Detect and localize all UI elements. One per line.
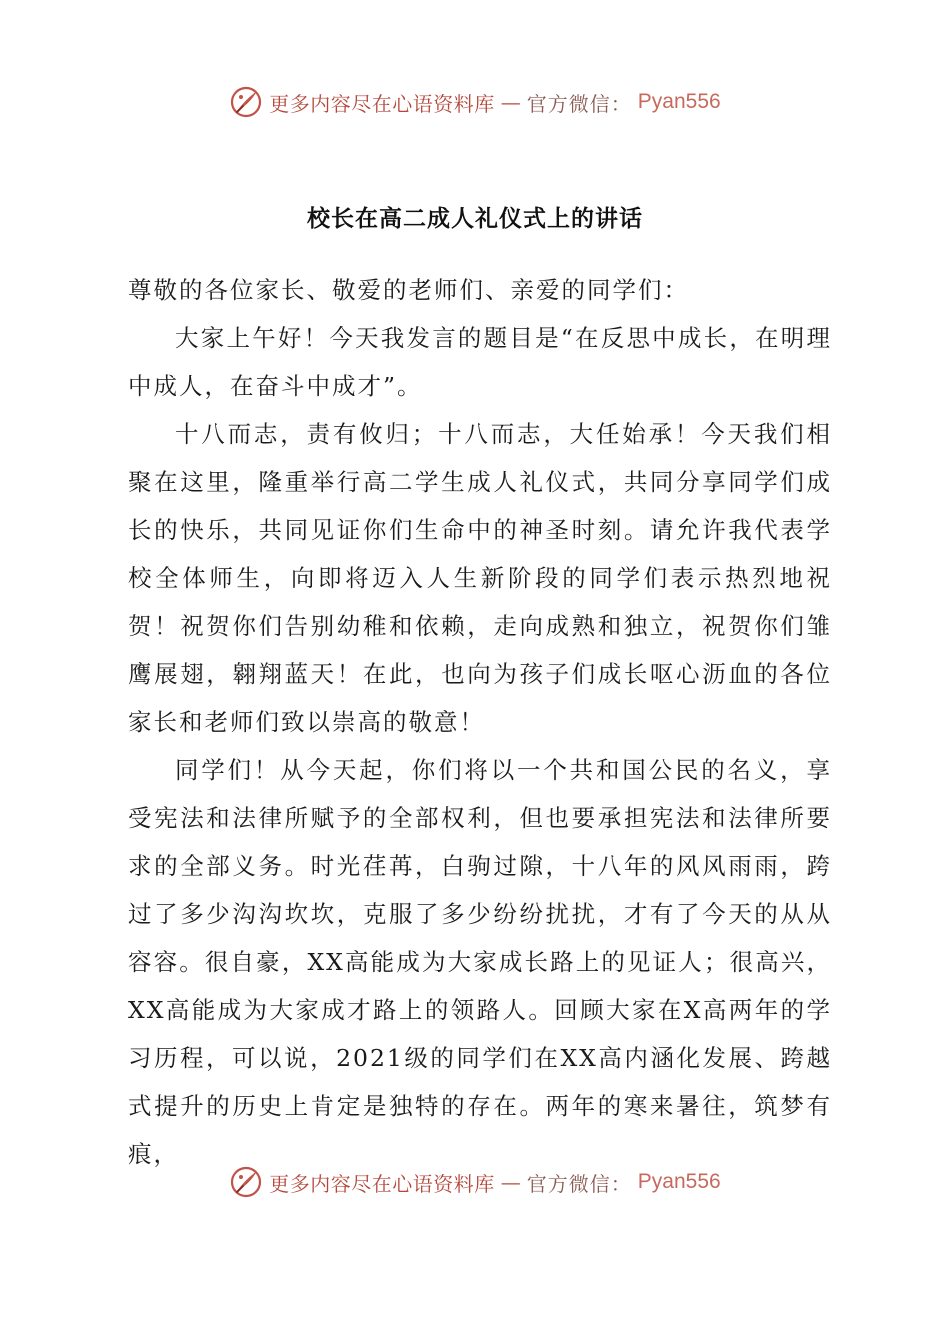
feather-pen-icon bbox=[229, 1165, 263, 1199]
watermark-wechat-label: 官方微信： bbox=[526, 1171, 632, 1196]
watermark-separator: — bbox=[500, 90, 521, 114]
watermark-wechat-id: Pyan556 bbox=[637, 1170, 721, 1193]
document-title: 校长在高二成人礼仪式上的讲话 bbox=[307, 206, 643, 232]
paragraph-1: 大家上午好！今天我发言的题目是“在反思中成长，在明理中成人，在奋斗中成才”。 bbox=[128, 324, 832, 400]
salutation: 尊敬的各位家长、敬爱的老师们、亲爱的同学们： bbox=[128, 276, 689, 304]
watermark-separator: — bbox=[500, 1170, 521, 1194]
header-watermark bbox=[0, 82, 950, 122]
paragraph-3: 同学们！从今天起，你们将以一个共和国公民的名义，享受宪法和法律所赋予的全部权利，但也要承担宪法和法律所要求的全部义务。时光荏苒，白驹过隙，十八年的风风雨雨，跨过了多少沟沟坎坎，克服了多少纷纷扰扰，才有了今天的从从容容。很自豪，XX高能成为大家成长路上的见证人；很高兴，XX高能成为大家成才路上的领路人。回顾大家在X高两年的学习历程，可以说，2021级的同学们在XX高内涵化发展、跨越式提升的历史上肯定是独特的存在。两年的寒来暑往，筑梦有痕， bbox=[128, 756, 832, 1168]
watermark-brand-text: 更多内容尽在心语资料库 bbox=[269, 1171, 495, 1196]
feather-pen-icon bbox=[229, 85, 263, 119]
watermark-brand-text: 更多内容尽在心语资料库 bbox=[269, 91, 495, 116]
watermark-wechat-id: Pyan556 bbox=[637, 90, 721, 113]
paragraph-2: 十八而志，责有攸归；十八而志，大任始承！今天我们相聚在这里，隆重举行高二学生成人礼仪式，共同分享同学们成长的快乐，共同见证你们生命中的神圣时刻。请允许我代表学校全体师生，向即将迈入人生新阶段的同学们表示热烈地祝贺！祝贺你们告别幼稚和依赖，走向成熟和独立，祝贺你们雏鹰展翅，翱翔蓝天！在此，也向为孩子们成长呕心沥血的各位家长和老师们致以崇高的敬意！ bbox=[128, 420, 832, 736]
watermark-wechat-label: 官方微信： bbox=[526, 91, 632, 116]
document-body bbox=[128, 266, 832, 1178]
footer-watermark bbox=[0, 1162, 950, 1202]
